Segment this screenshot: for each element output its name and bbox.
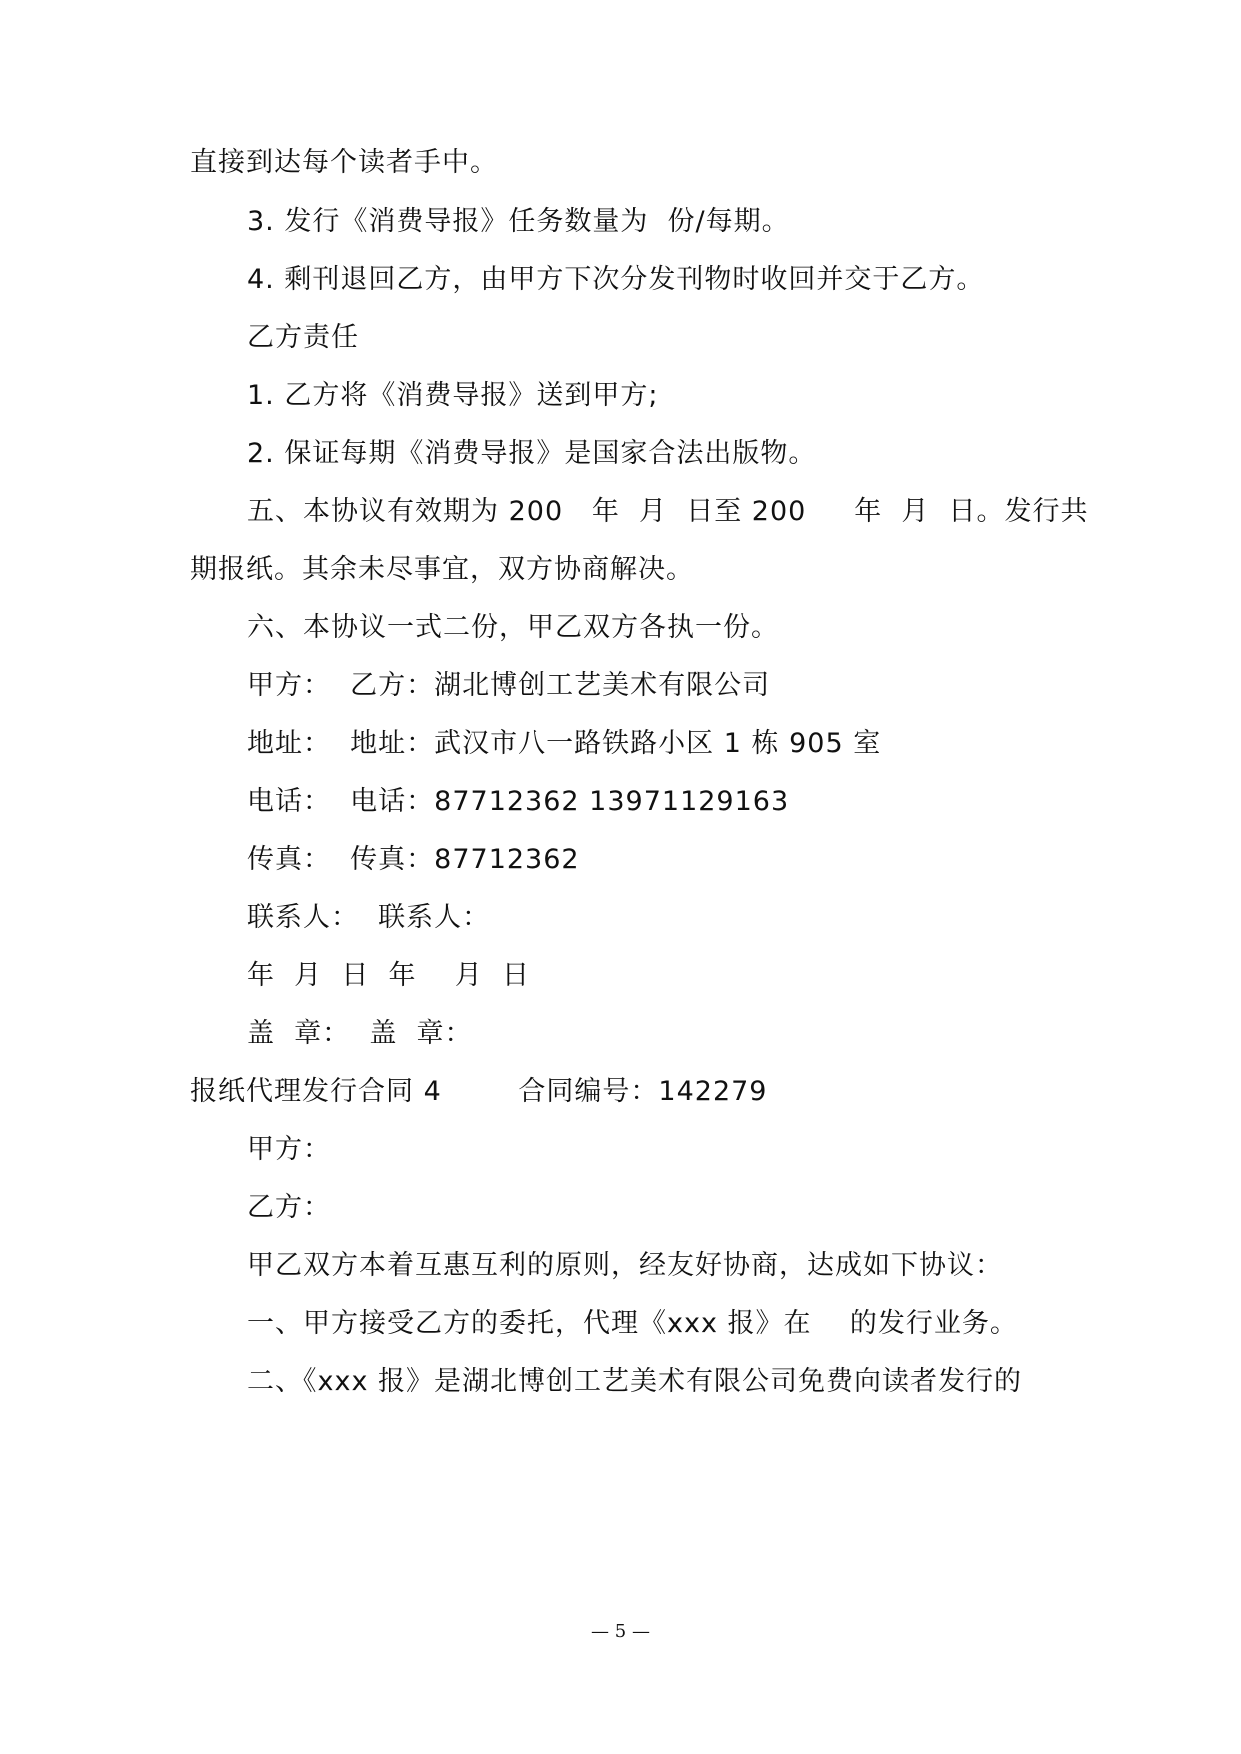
fax-line: 传真： 传真：87712362 — [247, 844, 580, 875]
seal-line: 盖 章： 盖 章： — [247, 1018, 473, 1049]
contract-title: 报纸代理发行合同 4 合同编号：142279 — [190, 1076, 768, 1107]
party-line: 甲方： 乙方：湖北博创工艺美术有限公司 — [247, 670, 771, 701]
paragraph-line: 2. 保证每期《消费导报》是国家合法出版物。 — [247, 438, 817, 469]
paragraph-line: 期报纸。其余未尽事宜，双方协商解决。 — [190, 554, 694, 585]
phone-line: 电话： 电话：87712362 13971129163 — [247, 786, 790, 817]
paragraph-line: 3. 发行《消费导报》任务数量为 份/每期。 — [247, 206, 790, 237]
paragraph-line: 甲乙双方本着互惠互利的原则，经友好协商，达成如下协议： — [247, 1250, 1003, 1281]
party-a-line: 甲方： — [247, 1134, 331, 1165]
paragraph-line: 二、《xxx 报》是湖北博创工艺美术有限公司免费向读者发行的 — [247, 1366, 1023, 1397]
party-b-line: 乙方： — [247, 1192, 331, 1223]
address-line: 地址： 地址：武汉市八一路铁路小区 1 栋 905 室 — [247, 728, 882, 759]
paragraph-line: 1. 乙方将《消费导报》送到甲方; — [247, 380, 659, 411]
page-number: — 5 — — [591, 1621, 650, 1642]
paragraph-line: 六、本协议一式二份，甲乙双方各执一份。 — [247, 612, 779, 643]
date-line: 年 月 日 年 月 日 — [247, 960, 530, 991]
section-heading: 乙方责任 — [247, 322, 359, 353]
contact-line: 联系人： 联系人： — [247, 902, 491, 933]
paragraph-line: 五、本协议有效期为 200 年 月 日至 200 年 月 日。发行共 — [247, 496, 1089, 527]
paragraph-line: 一、甲方接受乙方的委托，代理《xxx 报》在 的发行业务。 — [247, 1308, 1018, 1339]
paragraph-line: 4. 剩刊退回乙方，由甲方下次分发刊物时收回并交于乙方。 — [247, 264, 985, 295]
paragraph-line: 直接到达每个读者手中。 — [190, 147, 498, 178]
